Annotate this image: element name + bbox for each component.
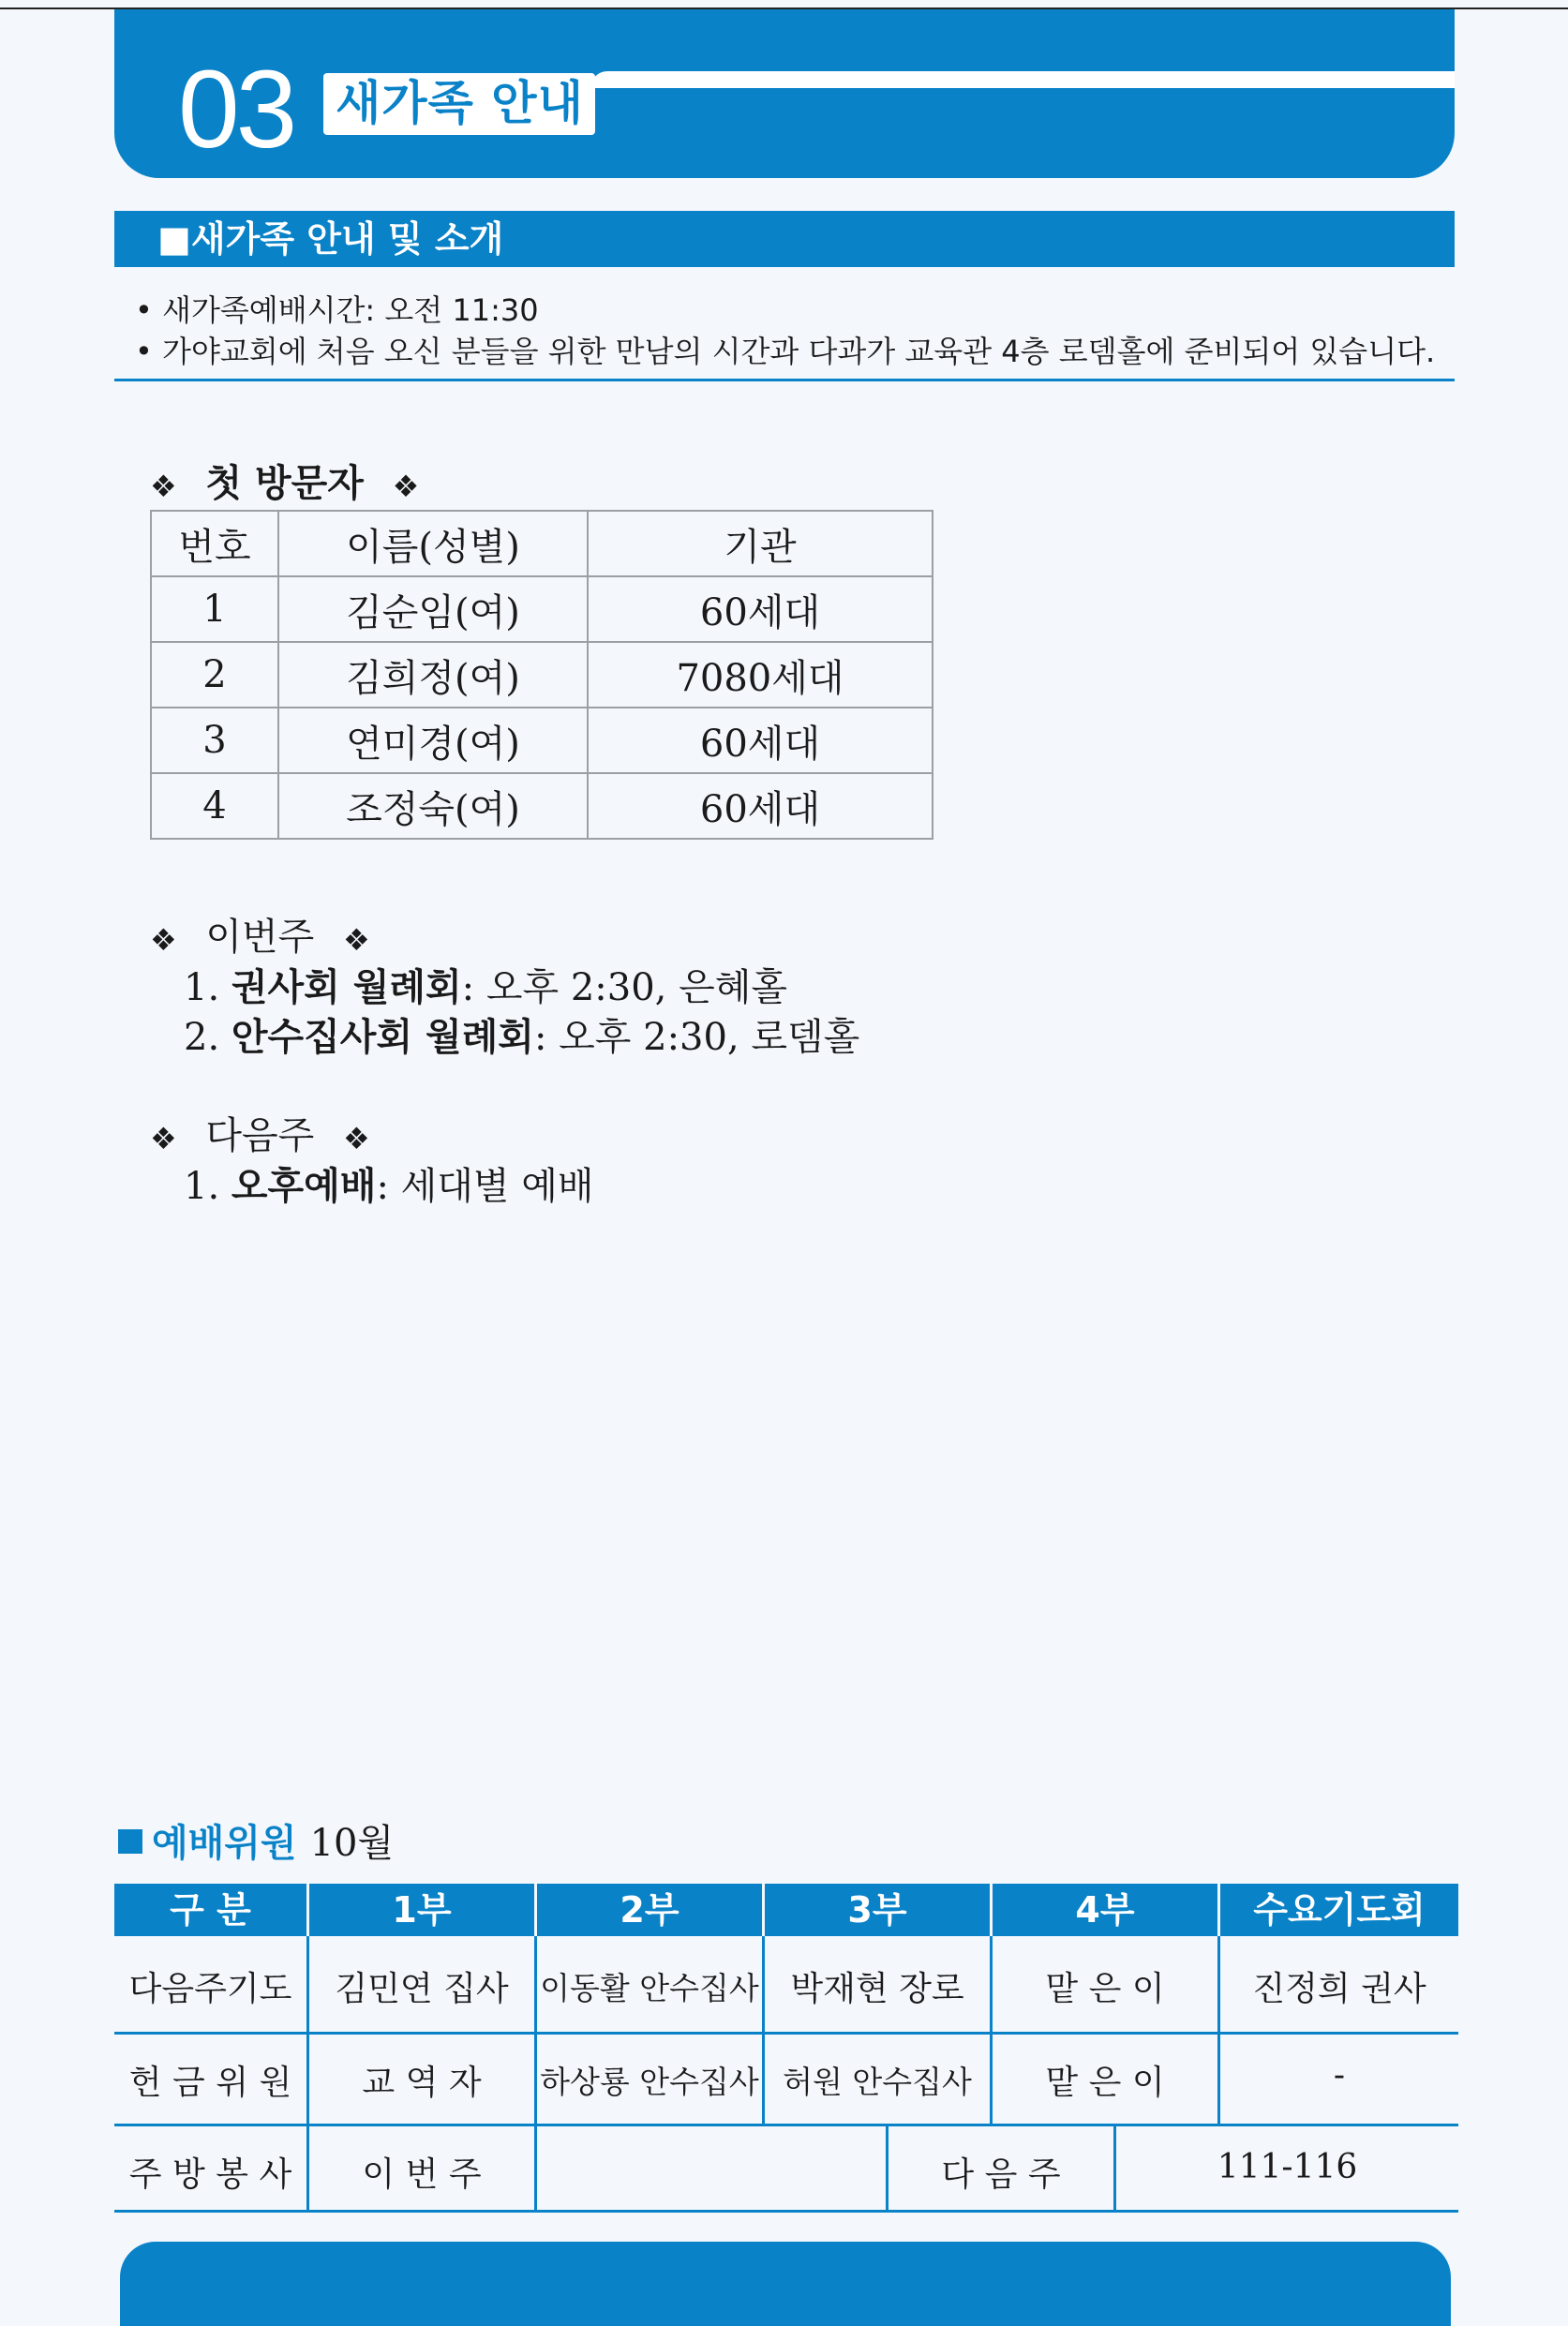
event-title: 권사회 월례회: [231, 965, 462, 1009]
table-cell: 7080세대: [588, 642, 933, 708]
grid-line: [114, 2032, 1458, 2035]
event-number: 2.: [184, 1016, 220, 1059]
table-cell: 3: [151, 708, 278, 773]
diamond-icon: ❖: [343, 922, 370, 958]
roster-header: 구 분: [114, 1884, 306, 1936]
diamond-icon: ❖: [392, 469, 420, 504]
grid-line: [1113, 2125, 1116, 2212]
column-header: 이름(성별): [278, 511, 588, 576]
roster-cell: -: [1333, 2056, 1346, 2095]
table-cell: 60세대: [588, 708, 933, 773]
table-cell: 60세대: [588, 773, 933, 839]
this-week-heading: [150, 907, 370, 961]
roster-cell: 다음주기도: [128, 1970, 292, 2008]
grid-line: [114, 2124, 1458, 2126]
table-cell: 1: [151, 576, 278, 642]
event-detail: : 오후 2:30, 로뎀홀: [533, 1016, 860, 1059]
roster-header: 2부: [537, 1884, 762, 1936]
this-week-heading-text: 이번주: [205, 916, 315, 959]
roster-cell: 진정희 권사: [1252, 1970, 1426, 2008]
diamond-icon: ❖: [343, 1121, 370, 1156]
table-cell: 김순임(여): [278, 576, 588, 642]
table-cell: 조정숙(여): [278, 773, 588, 839]
grid-line: [306, 1936, 309, 2212]
event-item: [184, 1156, 594, 1210]
roster-cell: 이동활 안수집사: [540, 1970, 759, 2006]
page-title: 새가족 안내: [336, 76, 584, 130]
roster-cell: 박재현 장로: [790, 1970, 964, 2008]
square-bullet-icon: [118, 1829, 142, 1854]
grid-line: [1217, 1936, 1220, 2125]
roster-cell: 헌 금 위 원: [128, 2064, 292, 2102]
table-cell: 60세대: [588, 576, 933, 642]
table-cell: 2: [151, 642, 278, 708]
roster-heading: [118, 1813, 394, 1867]
header-banner: [114, 9, 1455, 178]
table-row: [151, 576, 933, 642]
event-number: 1.: [184, 1165, 220, 1208]
diamond-icon: ❖: [150, 1121, 177, 1156]
event-title: 오후예배: [231, 1164, 377, 1208]
roster-cell: 다 음 주: [941, 2155, 1061, 2194]
roster-cell: 교 역 자: [362, 2064, 482, 2102]
table-cell: 4: [151, 773, 278, 839]
visitors-heading-text: 첫 방문자: [205, 461, 364, 505]
roster-cell: 맡 은 이: [1045, 1970, 1165, 2008]
event-item: [184, 1007, 859, 1061]
visitors-heading: [150, 454, 419, 507]
grid-line: [990, 1936, 993, 2125]
event-number: 1.: [184, 966, 220, 1009]
roster-cell: 맡 은 이: [1045, 2064, 1165, 2102]
visitors-table: [150, 510, 933, 840]
roster-cell: 허원 안수집사: [783, 2064, 972, 2100]
roster-header: 수요기도회: [1220, 1884, 1458, 1936]
table-cell: 김희정(여): [278, 642, 588, 708]
footer-band: [120, 2242, 1451, 2326]
grid-line: [534, 1936, 537, 2212]
table-row: [151, 642, 933, 708]
roster-cell: 주 방 봉 사: [128, 2155, 292, 2194]
diamond-icon: ❖: [150, 922, 177, 958]
section-title: ■새가족 안내 및 소개: [157, 218, 504, 260]
roster-cell: 하상룡 안수집사: [540, 2064, 759, 2100]
event-detail: : 오후 2:30, 은혜홀: [461, 966, 788, 1009]
roster-header: 3부: [765, 1884, 990, 1936]
grid-line: [886, 2125, 889, 2212]
roster-cell: 111-116: [1217, 2148, 1358, 2186]
notice-line: • 가야교회에 처음 오신 분들을 위한 만남의 시간과 다과가 교육관 4층 로뎀홀에 준비되어 있습니다.: [135, 334, 1436, 369]
roster-cell: 이 번 주: [362, 2155, 482, 2194]
roster-cell: 김민연 집사: [335, 1970, 509, 2008]
grid-line: [762, 1936, 765, 2125]
notice-divider: [114, 379, 1455, 381]
grid-line: [114, 2210, 1458, 2213]
table-row: [151, 708, 933, 773]
next-week-heading: [150, 1106, 370, 1159]
event-title: 안수집사회 월례회: [231, 1015, 534, 1059]
header-strip: [590, 71, 1455, 88]
table-row: [151, 773, 933, 839]
roster-title: 예배위원: [152, 1822, 297, 1865]
roster-header: 4부: [993, 1884, 1217, 1936]
column-header: 번호: [151, 511, 278, 576]
event-detail: : 세대별 예배: [376, 1165, 594, 1208]
notice-box: [114, 277, 1455, 379]
notice-line: • 새가족예배시간: 오전 11:30: [135, 292, 539, 328]
diamond-icon: ❖: [150, 469, 177, 504]
next-week-heading-text: 다음주: [205, 1114, 315, 1157]
event-item: [184, 958, 787, 1011]
column-header: 기관: [588, 511, 933, 576]
table-header-row: [151, 511, 933, 576]
table-cell: 연미경(여): [278, 708, 588, 773]
section-number: 03: [178, 48, 294, 171]
roster-header: 1부: [309, 1884, 534, 1936]
roster-month: 10월: [309, 1822, 395, 1865]
